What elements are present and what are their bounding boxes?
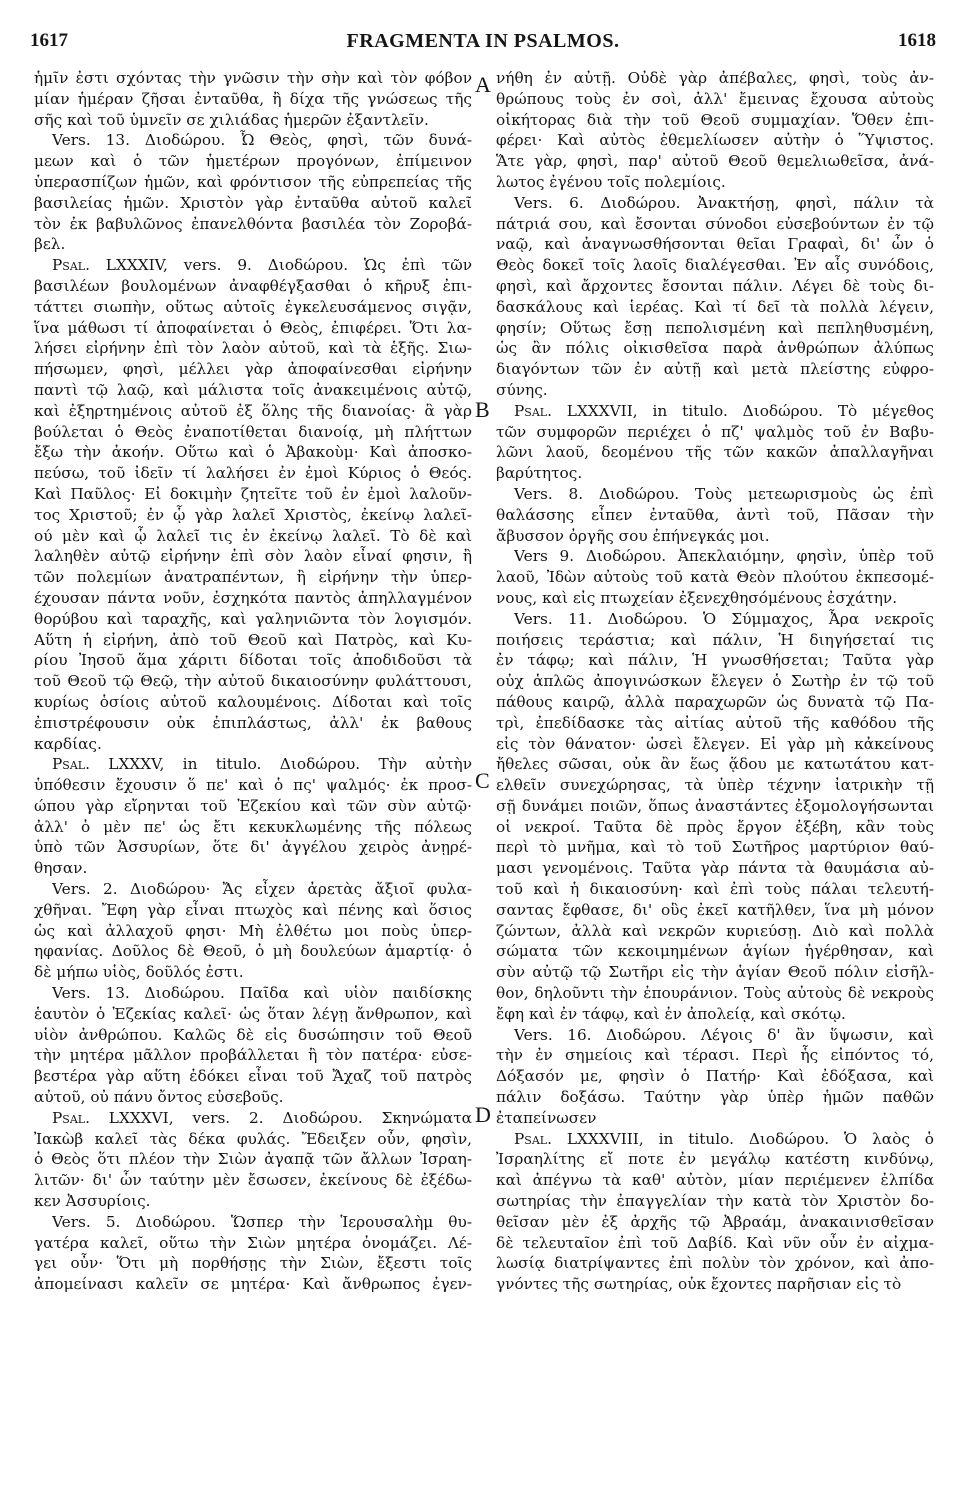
text-line: καὶ ἀπέγνω τὰ καθ' αὐτὸν, μίαν περιέμενεν ἐλπίδα (496, 1171, 934, 1190)
text-line: Psal. LXXXVIII, in titulo. Διοδώρου. Ὁ λαὸς ὁ (514, 1129, 934, 1148)
text-line: ἡμῖν ἐστι σχόντας τὴν γνῶσιν τὴν σὴν καὶ τὸν φόβον (34, 69, 472, 87)
text-line: ηφανίας. Δοῦλος δὲ Θεοῦ, ὁ μὴ δουλεύων ἁμαρτίᾳ· ὁ (34, 942, 472, 961)
text-line: ὡς ἂν πόλις οἰκισθεῖσα παρὰ ἀνθρώπων ἀλύπως (496, 339, 934, 358)
running-title: FRAGMENTA IN PSALMOS. (346, 30, 620, 52)
text-line: θησαν. (34, 859, 88, 878)
text-line: θαλάσσης εἶπεν ἐνταῦθα, ἀντὶ τοῦ, Πᾶσαν τὴν (496, 505, 934, 524)
text-line: Αὕτη ἡ εἰρήνη, ἀπὸ τοῦ Θεοῦ καὶ Πατρὸς, καὶ Κυ- (34, 630, 472, 649)
text-line: βασιλείας ἡμῶν. Χριστὸν γὰρ ἐνταῦθα αὐτοῦ καλεῖ (34, 193, 472, 212)
text-line: Vers. 8. Διοδώρου. Τοὺς μετεωρισμοὺς ὡς ἐπὶ (514, 484, 934, 503)
text-line: λήσει εἰρήνην ἐπὶ τὸν λαὸν αὐτοῦ, καὶ τὰ ἑξῆς. Σιω- (34, 339, 472, 358)
text-line: φέρει· Καὶ αὐτὸς ἐθεμελίωσεν αὐτὴν ὁ Ὕψιστος. (496, 131, 934, 150)
text-line: ού μὲν καὶ ᾧ λαλεῖ τις ἐν ἐκείνῳ λαλεῖ. Τὸ δὲ καὶ (34, 526, 472, 545)
text-line: οὐχ ἁπλῶς ἀπογινώσκων ἔλεγεν ὁ Σωτὴρ ἐν τῷ τοῦ (496, 672, 934, 691)
text-line: Psal. LXXXIV, vers. 9. Διοδώρου. Ὡς ἐπὶ τῶν (52, 256, 472, 275)
text-line: λωτος ἐγένου τοῖς πολεμίοις. (496, 172, 726, 191)
text-line: Ἰσραηλίτης εἴ ποτε ἐν μεγάλῳ κατέστη κινδύνῳ, (496, 1150, 934, 1169)
text-line: ποιήσεις τεράστια; καὶ πάλιν, Ἡ διηγήσεταί τις (496, 630, 934, 649)
text-line: κυρίως ὁσίοις αὐτοῦ καλουμένοις. Δίδοται καὶ τοῖς (34, 692, 472, 711)
text-line: ἄβυσσον ὀργῆς σου ἐπήνεγκάς μοι. (496, 526, 770, 545)
text-line: σωτηρίας τὴν ἐπαγγελίαν τὴν κατὰ τὸν Χριστὸν δο- (496, 1192, 934, 1211)
text-line: Θεὸς δοκεῖ τοῖς λαοῖς διαλέγεσθαι. Ἐν αἷς συνόδοις, (496, 256, 934, 275)
text-line: ἀλλ' ὁ μὲν πε' ὡς ἔτι κεκυκλωμένης τῆς πόλεως (34, 817, 472, 836)
text-line: Vers. 13. Διοδώρου. Ὦ Θεὸς, φησὶ, τῶν δυνά- (52, 131, 472, 150)
text-line: Vers. 11. Διοδώρου. Ὁ Σύμμαχος, Ἆρα νεκροῖς (514, 609, 934, 628)
text-line: ἀπομείνασι καλεῖν σε μητέρα· Καὶ ἄνθρωπος ἐγεν- (34, 1275, 472, 1294)
text-line: πήσωμεν, φησὶ, μέλλει γὰρ ἀποφαίνεσθαι εἰρήνην (34, 360, 472, 379)
text-line: ὑπὸ τῶν Ἀσσυρίων, ὅτε δι' ἀγγέλου χειρὸς ἀνῃρέ- (34, 838, 472, 857)
text-line: έχουσαν πάντα νοῦν, ἐσχηκότα παντὸς ἀπηλλαγμένον (34, 588, 472, 607)
text-line: Δόξασόν με, φησὶν ὁ Πατήρ· Καὶ ἐδόξασα, καὶ (496, 1067, 934, 1086)
text-line: θρώπους τοὺς ἐν σοὶ, ἀλλ' ἔμεινας ἔχουσα αὐτοὺς (496, 89, 934, 108)
text-line: περὶ τὸ μνῆμα, καὶ τὸ τοῦ Σωτῆρος μαρτύριον θαύ- (496, 838, 934, 857)
text-line: αὐτοῦ, οὐ πάνυ ὄντος εὐσεβοῦς. (34, 1088, 284, 1107)
text-line: ὑπερασπίζων ἡμῶν, καὶ φρόντισον τῆς εὐπρεπείας τῆς (34, 172, 472, 191)
margin-marker-b: B (475, 397, 490, 422)
text-line: βεστέρα γὰρ αὕτη ἐδόκει εἶναι τοῦ Ἄχαζ τοῦ πατρὸς (34, 1067, 472, 1086)
right-column (496, 68, 934, 1488)
text-line: καὶ ἐξηρτημένοις αὐτοῦ ἐξ ὅλης τῆς διανοίας· ἃ γὰρ (34, 401, 472, 420)
text-line: ἐν τάφῳ; καὶ πάλιν, Ἡ γνωσθήσεται; Ταῦτα γὰρ (496, 651, 934, 670)
margin-marker-c: C (475, 768, 490, 793)
text-line: οἱ νεκροί. Ταῦτα δὲ πρὸς ἔργον ἐξέβη, κἂν τοὺς (496, 817, 934, 836)
text-line: τάττει σιωπὴν, οὕτως αὐτοῖς ἐγκελευσάμενος σιγᾷν, (34, 297, 472, 316)
text-line: ελθεῖν συνεχώρησας, τὰ ὑπὲρ τέχνην ἰατρικὴν τῇ (496, 776, 934, 795)
text-line: καρδίας. (34, 734, 102, 753)
text-line: λαληθὲν αὐτῷ εἰρήνην ἐπὶ σὸν λαὸν εἶναί φησιν, ἢ (34, 547, 472, 566)
page-header (30, 30, 936, 58)
margin-marker-a: A (475, 72, 491, 97)
text-line: τὴν μητέρα μᾶλλον προβάλλεται ἢ τὸν πατέρα· εὐσε- (34, 1046, 472, 1065)
page-number-right: 1618 (898, 30, 936, 51)
text-line: κεν Ἀσσυρίοις. (34, 1192, 151, 1211)
text-line: Psal. LXXXV, in titulo. Διοδώρου. Τὴν αὐτὴν (52, 755, 472, 774)
text-line: σῇ δυνάμει ποιῶν, ὅπως ἀναστάντες ἐξομολογήσωνται (496, 796, 934, 815)
text-line: σώματα τῶν κεκοιμημένων ἁγίων ἠγέρθησαν, καὶ (496, 942, 934, 961)
text-line: Vers. 2. Διοδώρου· Ἄς εἶχεν ἀρετὰς ἄξιοῖ φυλα- (52, 880, 472, 899)
text-line: τὸν ἐκ βαβυλῶνος ἐπανελθόντα βασιλέα τὸν Ζοροβά- (34, 214, 472, 233)
text-line: λῶνι λαοῦ, δεομένου τῆς τῶν κακῶν ἀπαλλαγῆναι (496, 443, 934, 462)
text-line: Vers. 5. Διοδώρου. Ὥσπερ τὴν Ἱερουσαλὴμ θυ- (52, 1212, 472, 1231)
text-line: γει οὖν· Ὅτι μὴ πορθήσῃς τὴν Σιὼν, ἔξεστι τοῖς (34, 1254, 472, 1273)
text-line: Ἅτε γὰρ, φησὶ, παρ' αὐτοῦ Θεοῦ θεμελιωθεῖσα, ἀνά- (496, 152, 934, 171)
text-line: θον, δηλοῦντι τὴν ἐπουράνιον. Τοὺς αὐτοὺς δὲ νεκροὺς (496, 984, 934, 1003)
text-line: Psal. LXXXVI, vers. 2. Διοδώρου. Σκηνώματα (52, 1108, 472, 1127)
text-line: ἑαυτὸν ὁ Ἐζεκίας καλεῖ· ὡς ὅταν λέγῃ ἄνθρωπον, καὶ (34, 1004, 472, 1023)
text-line: φησίν; Οὕτως ἔσῃ πεπολισμένη καὶ πεπληθυσμένη, (496, 318, 934, 337)
text-line: νήθη ἐν αὐτῇ. Οὐδὲ γὰρ ἀπέβαλες, φησὶ, τοὺς ἀν- (496, 69, 934, 87)
text-line: σῆς καὶ τοῦ ὑμνεῖν σε χιλιάδας ἡμερῶν ἐξαντλεῖν. (34, 110, 429, 129)
text-line: παντὶ τῷ λαῷ, καὶ μάλιστα τοῖς ἀνακειμένοις αὐτῷ, (34, 380, 472, 399)
text-line: θεῖσαν μὲν ἐξ ἀρχῆς τῷ Ἀβραάμ, ἀνακαινισθεῖσαν (496, 1212, 934, 1231)
text-line: σαντας ἔφθασε, δι' οὓς ἐκεῖ κατῆλθεν, ἵνα μὴ μόνον (496, 900, 934, 919)
text-line: γατέρα καλεῖ, οὕτω τὴν Σιὼν μητέρα ὀνομάζει. Λέ- (34, 1233, 472, 1252)
text-line: ὡς καὶ ἀλλαχοῦ φησι· Μὴ ἐλθέτω μοι ποὺς ὑπερ- (34, 921, 472, 940)
text-line: λωσίᾳ διατρίψαντες ἐπὶ πολὺν τὸν χρόνον, καὶ ἀπο- (496, 1254, 934, 1273)
page-number-left: 1617 (30, 30, 68, 51)
text-line: πάθους καιρῷ, ἀλλὰ παραχωρῶν ὡς δυνατὰ τῷ Πα- (496, 692, 934, 711)
text-line: δὲ τελευταῖον ἐπὶ τοῦ Δαβίδ. Καὶ νῦν οὖν ἐν αἰχμα- (496, 1233, 934, 1252)
text-line: γνόντες τῆς σωτηρίας, οὐκ ἔχοντες παρῆσιαν εἰς τὸ (496, 1275, 902, 1294)
text-line: τρὶ, ἐπεδίδασκε τὰς αἰτίας αὐτοῦ τῆς καθόδου τῆς (496, 713, 934, 732)
text-line: πάλιν δοξάσω. Ταύτην γὰρ ὑπὲρ ἡμῶν παθῶν (496, 1088, 934, 1107)
text-line: φησὶ, καὶ ἄρχοντες ἔσονται πάλιν. Λέγει δὲ τοὺς δι- (496, 276, 934, 295)
text-line: ζώντων, ἀλλὰ καὶ νεκρῶν κυριεύσῃ. Διὸ καὶ πολλὰ (496, 921, 934, 940)
text-line: σὺν αὐτῷ τῷ Σωτῆρι εἰς τὴν ἁγίαν Θεοῦ πόλιν εἰσῆλ- (496, 963, 934, 982)
text-line: ρίου Ἰησοῦ ἅμα χάριτι δίδοται τοῖς ἀποδιδοῦσι τὰ (34, 651, 472, 670)
text-line: τοῦ καὶ ἡ δικαιοσύνη· καὶ ἐπὶ τοὺς πάλαι τελευτή- (496, 880, 934, 899)
text-line: χθῆναι. Ἔφη γὰρ εἶναι πτωχὸς καὶ πένης καὶ ὅσιος (34, 900, 472, 919)
text-line: ὁ Θεὸς ὅτι πλέον τὴν Σιὼν ἀγαπᾷ τῶν ἄλλων Ἰσραη- (34, 1150, 472, 1169)
text-line: διαγόντων τῶν ἐν αὐτῇ καὶ μετὰ πλείστης εὐφρο- (496, 360, 934, 379)
text-line: υἱὸν ἀνθρώπου. Καλῶς δὲ εἰς δυσώπησιν τοῦ Θεοῦ (34, 1025, 472, 1044)
text-line: ἵνα μάθωσι τί ἀποφαίνεται ὁ Θεὸς, ἐπιφέρει. Ὅτι λα- (34, 318, 472, 337)
text-line: ὑπόθεσιν ἔχουσιν ὅ πε' καὶ ὁ πς' ψαλμός· ἐκ προσ- (34, 776, 472, 795)
text-line: ἐταπείνωσεν (496, 1108, 597, 1127)
text-line: πεύσω, τοῦ ἰδεῖν τί λαλήσει ἐν ἐμοὶ Κύριος ὁ Θεός. (34, 464, 472, 483)
text-line: τος Χριστοῦ; ἐν ᾧ γὰρ λαλεῖ Χριστὸς, ἐκείνῳ λαλεῖ- (34, 505, 472, 524)
text-line: Ἰακὼβ καλεῖ τὰς δέκα φυλάς. Ἔδειξεν οὖν, φησὶν, (34, 1129, 472, 1148)
text-line: λιτῶν· δι' ὧν ταύτην μὲν ἔσωσεν, ἐκείνους δὲ ἐξέδω- (34, 1171, 472, 1190)
text-line: ἔξω τὴν ἀκοήν. Οὕτω καὶ ὁ Ἀβακοὺμ· Καὶ ἀποσκο- (34, 443, 472, 462)
margin-marker-d: D (475, 1102, 491, 1127)
text-line: Vers. 6. Διοδώρου. Ἀνακτήσῃ, φησὶ, πάλιν τὰ (514, 193, 934, 212)
left-column (34, 68, 472, 1488)
text-line: οἰκήτορας διὰ τὴν τοῦ Θεοῦ συμμαχίαν. Ὅθεν ἐπι- (496, 110, 934, 129)
text-line: σύνης. (496, 380, 548, 399)
text-line: λαοῦ, Ἰδὼν αὐτοὺς τοῦ κατὰ Θεὸν πλούτου ἐκπεσομέ- (496, 568, 934, 587)
text-line: ναῷ, καὶ ἀναγνωσθήσονται θεῖαι Γραφαὶ, δι' ὧν ὁ (496, 235, 934, 254)
text-line: πάτριά σου, καὶ ἔσονται σύνοδοι εὐσεβούντων ἐν τῷ (496, 214, 934, 233)
text-line: θορύβου καὶ ταραχῆς, καὶ γαληνιῶντα τὸν λογισμόν. (34, 609, 472, 628)
text-line: Psal. LXXXVII, in titulo. Διοδώρου. Τὸ μέγεθος (514, 401, 934, 420)
text-line: τῶν συμφορῶν περιέχει ὁ πζ' ψαλμὸς τοῦ ἐν Βαβυ- (496, 422, 934, 441)
text-line: Καὶ Παῦλος· Εἰ δοκιμὴν ζητεῖτε τοῦ ἐν ἐμοὶ λαλοῦν- (34, 484, 472, 503)
text-line: βελ. (34, 235, 66, 254)
text-line: μεων καὶ ὁ τῶν ἡμετέρων προγόνων, ἐπίμεινον (34, 152, 472, 171)
text-line: ώπου γὰρ εἴρηνται τοῦ Ἐζεκίου καὶ τῶν σὺν αὐτῷ· (34, 796, 472, 815)
text-line: ἐπιστρέφουσιν οὐκ ἐπιπλάστως, ἀλλ' ἐκ βαθους (34, 713, 472, 732)
text-line: βούλεται ὁ Θεὸς ἐναποτίθεται διανοίᾳ, μὴ πλήττων (34, 422, 472, 441)
text-line: μασι γενομένοις. Ταῦτα γὰρ πάντα τὰ θαυμάσια αὐ- (496, 859, 934, 878)
text-line: δασκάλους καὶ ἱερέας. Καὶ τί δεῖ τὰ πολλὰ λέγειν, (496, 297, 934, 316)
text-line: ἤθελες σῶσαι, οὐκ ἂν ἕως ᾅδου με κατωτάτου κατ- (496, 755, 934, 774)
text-line: βαρύτητος. (496, 464, 583, 483)
text-line: ἔφη καὶ ἐν τάφῳ, καὶ ἐν ἀπολείᾳ, καὶ σκότῳ. (496, 1004, 846, 1023)
text-line: εἰς τὸν θάνατον· ὡσεὶ ἔλεγεν. Εἰ γὰρ μὴ κἀκείνους (496, 734, 934, 753)
text-line: τῶν πολεμίων ἀνατραπέντων, ἢ εἰρήνην τὴν ὑπερ- (34, 568, 472, 587)
text-line: Vers. 16. Διοδώρου. Λέγοις δ' ἂν ὕψωσιν, καὶ (514, 1025, 934, 1044)
text-line: τοῦ Θεοῦ τῷ Θεῷ, τὴν αὐτοῦ δικαιοσύνην φυλάττουσι, (34, 672, 472, 691)
text-line: δὲ μήπω υἱὸς, δοῦλός ἐστι. (34, 963, 244, 982)
text-line: μίαν ἡμέραν ζῆσαι ἐνταῦθα, ἢ δίχα τῆς γνώσεως τῆς (34, 89, 472, 108)
text-line: τὴν ἐν σημείοις καὶ τέρασι. Περὶ ἧς εἰπόντος τό, (496, 1046, 934, 1065)
text-line: νους, καὶ εἰς πτωχείαν ἐξενεχθησόμένους ἐσχάτην. (496, 588, 898, 607)
text-line: Vers. 13. Διοδώρου. Παῖδα καὶ υἱὸν παιδίσκης (52, 984, 472, 1003)
text-line: βασιλέων βουλομένων ἀναφθέγξασθαι ὁ κῆρυξ ἐπι- (34, 276, 472, 295)
text-line: Vers 9. Διοδώρου. Ἀπεκλαιόμην, φησὶν, ὑπὲρ τοῦ (514, 547, 934, 566)
